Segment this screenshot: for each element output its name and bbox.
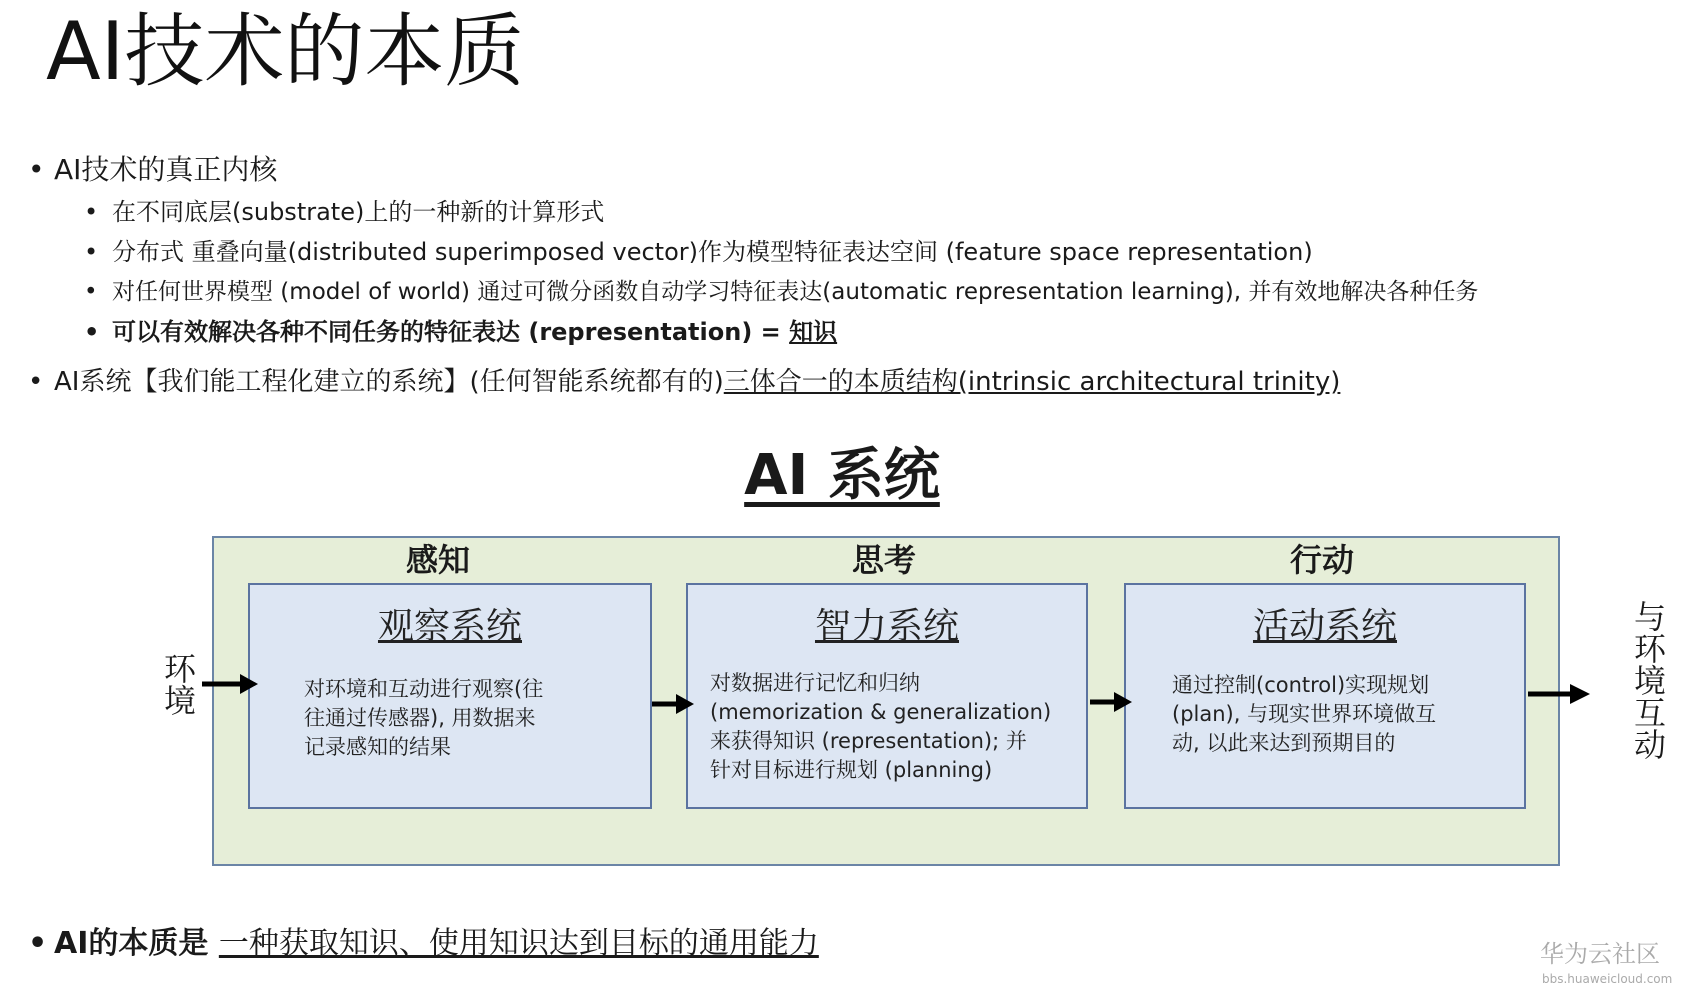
box-title: 观察系统 [377,606,522,647]
arrowhead [240,674,258,694]
bullet-system: • AI系统【我们能工程化建立的系统】(任何智能系统都有的)三体合一的本质结构(intrinsic architectural trinity) [28,367,1341,397]
sub-item: • 在不同底层(substrate)上的一种新的计算形式 [84,198,605,226]
sub-item: • 分布式 重叠向量(distributed superimposed vector)作为模型特征表达空间 (feature space representation) [84,238,1313,266]
arrowhead [676,694,694,714]
bullet-essence: • AI的本质是 一种获取知识、使用知识达到目标的通用能力 [28,926,819,961]
essence-link: 一种获取知识、使用知识达到目标的通用能力 [218,926,819,961]
sub-item-text: 分布式 重叠向量(distributed superimposed vector)作为模型特征表达空间 (feature space representation) [112,238,1313,266]
sub-item-text: 在不同底层(substrate)上的一种新的计算形式 [112,198,605,226]
knowledge-prefix: 可以有效解决各种不同任务的特征表达 (representation) = [112,318,790,346]
arrowhead [1114,692,1132,712]
arrowhead [1570,684,1590,704]
system-prefix: AI系统【我们能工程化建立的系统】(任何智能系统都有的) [54,367,724,397]
sub-item-knowledge: • 可以有效解决各种不同任务的特征表达 (representation) = 知识 [84,318,838,346]
system-link: 三体合一的本质结构(intrinsic architectural trinity) [723,367,1341,397]
watermark-url: bbs.huaweicloud.com [1542,972,1673,986]
knowledge-link: 知识 [789,318,838,346]
watermark-name: 华为云社区 [1540,940,1660,968]
sub-item-text: 对任何世界模型 (model of world) 通过可微分函数自动学习特征表达(automatic representation learning), 并有效地解决各种任务 [112,279,1479,305]
page-title: AI技术的本质 [46,5,525,98]
box-body: 对数据进行记忆和归纳 (memorization & generalization) 来获得知识 (representation); 并 针对目标进行规划 (planning) [710,671,1052,782]
core-heading: AI技术的真正内核 [54,153,278,186]
interact-with-environment-label: 与环境互动 [1629,600,1667,760]
box-body: 通过控制(control)实现规划 (plan), 与现实世界环境做互 动, 以此来达到预期目的 [1172,673,1437,755]
box-title: 智力系统 [814,606,959,647]
bullet-dot: • [28,153,45,186]
essence-prefix: AI的本质是 [54,926,219,961]
phase-thinking: 思考 [851,541,916,579]
phase-perception: 感知 [405,541,470,579]
box-title: 活动系统 [1252,606,1397,647]
box-body: 对环境和互动进行观察(往 往通过传感器), 用数据来 记录感知的结果 [304,677,544,759]
environment-label: 环境 [159,652,197,716]
diagram-title: AI 系统 [744,443,940,508]
phase-action: 行动 [1289,541,1354,579]
sub-item: • 对任何世界模型 (model of world) 通过可微分函数自动学习特征表达(automatic representation learning), 并有效地解决各种任务 [84,279,1479,305]
